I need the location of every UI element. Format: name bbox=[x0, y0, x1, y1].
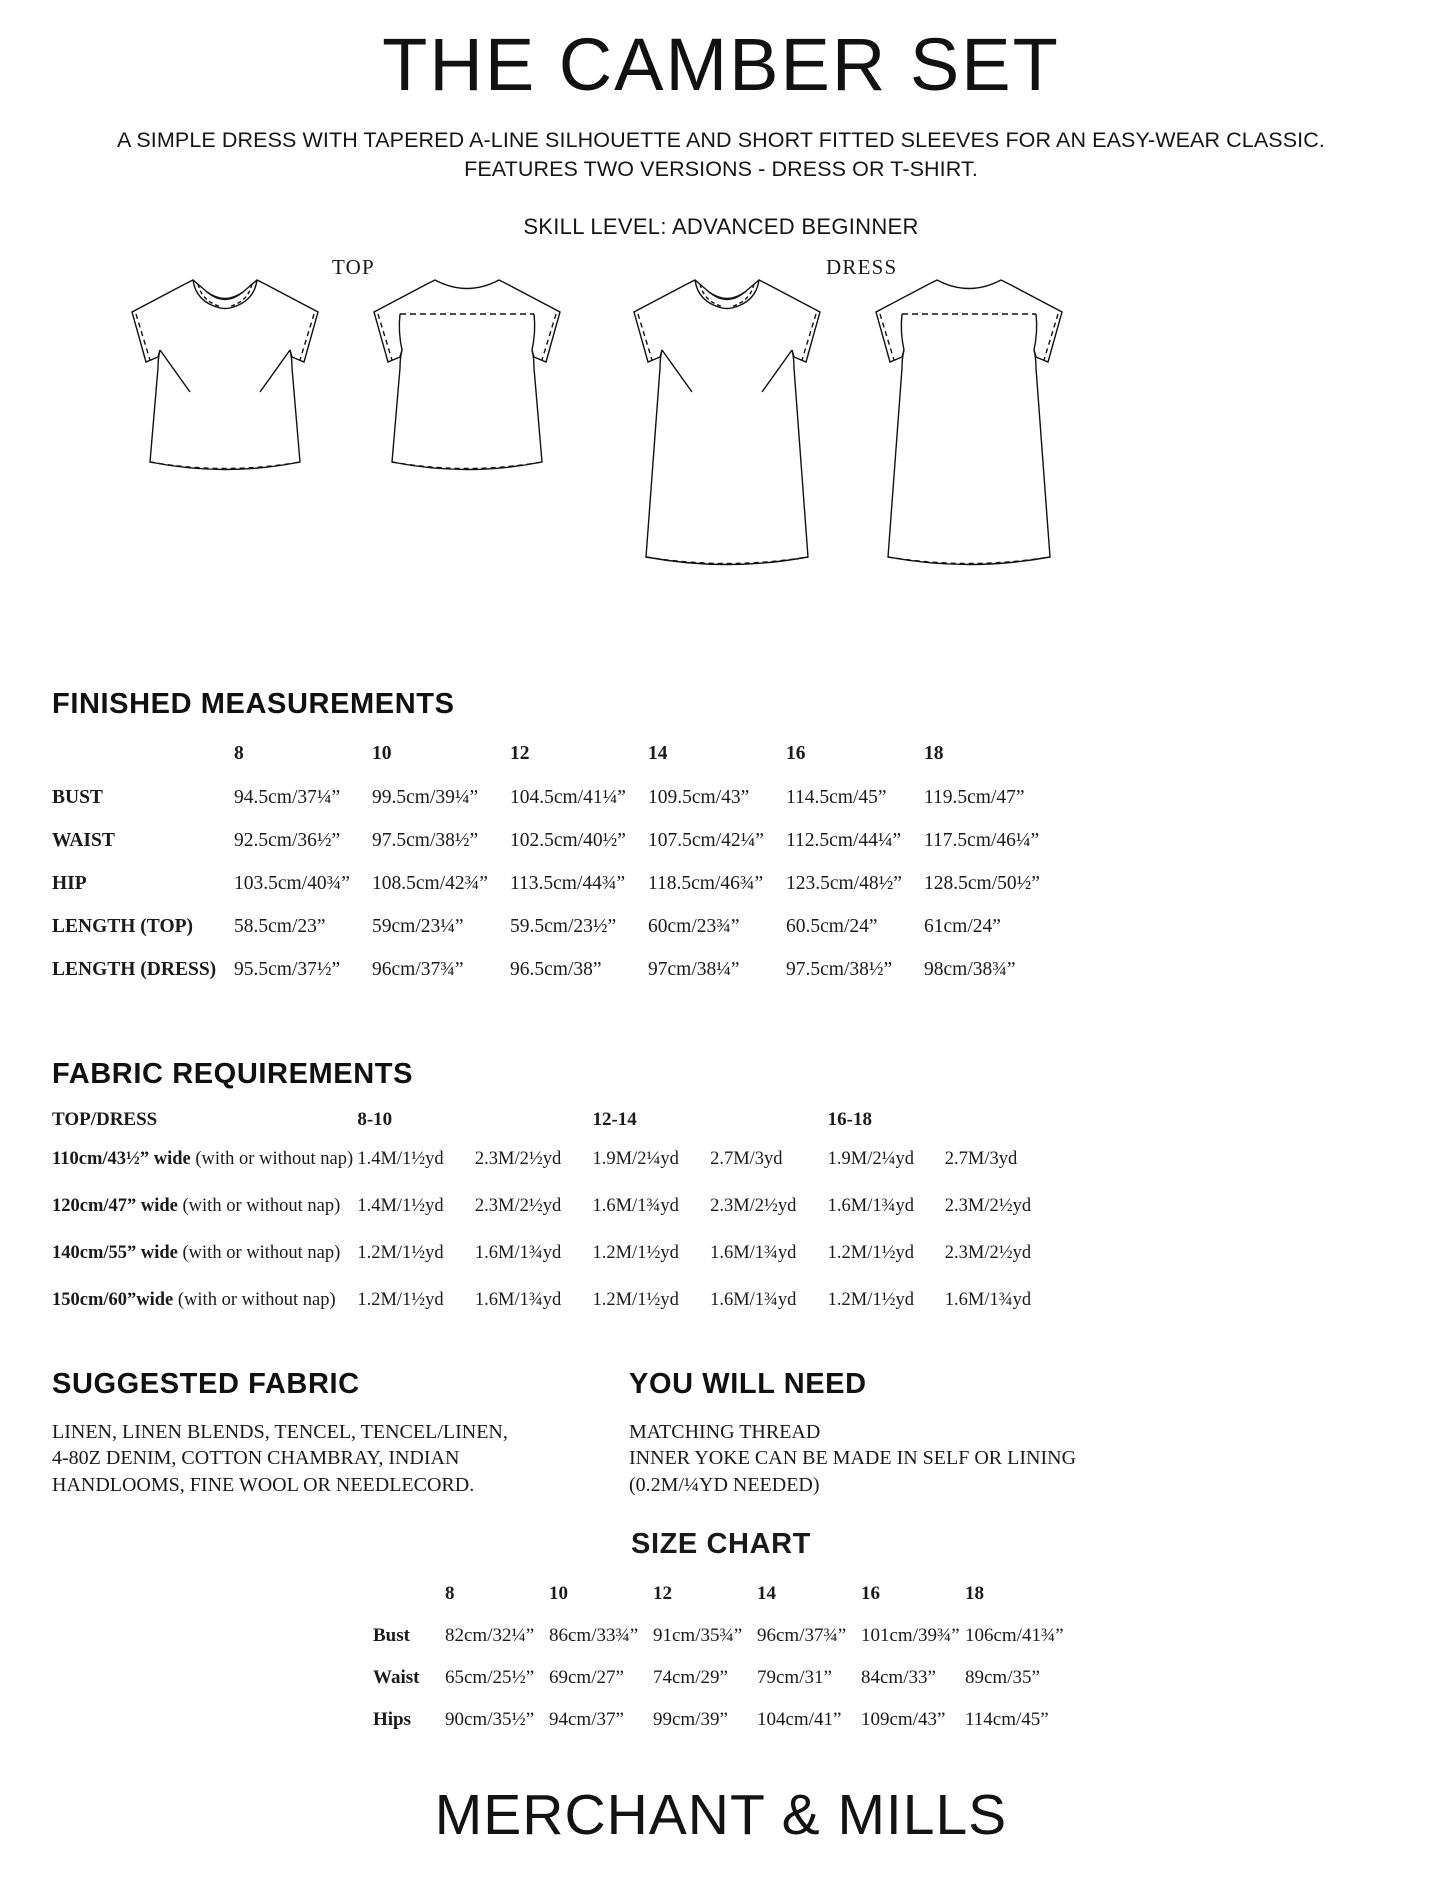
row-label: Waist bbox=[373, 1667, 420, 1688]
yardage-cell: 2.3M/2½yd bbox=[944, 1196, 1032, 1216]
top-illustration-label: TOP bbox=[332, 254, 375, 279]
table-header-row bbox=[52, 743, 1062, 787]
measurement-cell: 60.5cm/24” bbox=[786, 916, 878, 937]
fabric-width-bold: 150cm/60”wide bbox=[52, 1290, 174, 1310]
yardage-cell: 2.7M/3yd bbox=[710, 1149, 783, 1169]
size-cell: 86cm/33¾” bbox=[549, 1625, 639, 1646]
table-header-row bbox=[52, 1109, 1062, 1149]
yardage-cell: 1.6M/1¾yd bbox=[710, 1290, 797, 1310]
measurement-cell: 99.5cm/39¼” bbox=[372, 787, 479, 808]
table-row bbox=[52, 873, 1062, 916]
size-chart-table bbox=[373, 1583, 1069, 1751]
yardage-cell: 1.6M/1¾yd bbox=[474, 1290, 562, 1310]
measurement-cell: 109.5cm/43” bbox=[648, 787, 750, 808]
corner-cell bbox=[373, 1583, 445, 1625]
you-will-need-line-3: (0.2M/¼YD NEEDED) bbox=[629, 1473, 820, 1496]
measurement-cell: 128.5cm/50½” bbox=[924, 873, 1040, 894]
table-row bbox=[52, 1290, 1062, 1337]
yardage-cell: 2.3M/2½yd bbox=[944, 1243, 1032, 1263]
table-header-row bbox=[373, 1583, 1069, 1625]
size-cell: 96cm/37¾” bbox=[757, 1625, 847, 1646]
measurement-cell: 94.5cm/37¼” bbox=[234, 787, 341, 808]
size-header: 12 bbox=[510, 743, 530, 764]
size-chart-heading: SIZE CHART bbox=[631, 1528, 811, 1560]
size-cell: 104cm/41” bbox=[757, 1709, 842, 1730]
size-header: 10 bbox=[549, 1583, 568, 1604]
size-header: 18 bbox=[924, 743, 944, 764]
measurement-cell: 97.5cm/38½” bbox=[372, 830, 479, 851]
fabric-width-label bbox=[52, 1149, 357, 1196]
measurement-cell: 58.5cm/23” bbox=[234, 916, 326, 937]
fabric-requirements-section bbox=[52, 1058, 1412, 1337]
dress-illustration-label: DRESS bbox=[826, 254, 898, 279]
measurement-cell: 103.5cm/40¾” bbox=[234, 873, 350, 894]
size-cell: 84cm/33” bbox=[861, 1667, 936, 1688]
you-will-need-body bbox=[629, 1419, 1389, 1498]
fabric-requirements-table bbox=[52, 1109, 1062, 1337]
size-cell: 79cm/31” bbox=[757, 1667, 832, 1688]
measurement-cell: 112.5cm/44¼” bbox=[786, 830, 902, 851]
table-row bbox=[52, 787, 1062, 830]
row-label: Hips bbox=[373, 1709, 412, 1730]
corner-cell bbox=[52, 743, 234, 787]
size-header: 16 bbox=[861, 1583, 880, 1604]
you-will-need-line-2: INNER YOKE CAN BE MADE IN SELF OR LINING bbox=[629, 1447, 1077, 1470]
yardage-cell: 1.6M/1¾yd bbox=[827, 1196, 914, 1216]
measurement-cell: 123.5cm/48½” bbox=[786, 873, 902, 894]
you-will-need-line-1: MATCHING THREAD bbox=[629, 1421, 821, 1443]
you-will-need-column bbox=[629, 1368, 1389, 1498]
measurement-cell: 104.5cm/41¼” bbox=[510, 787, 626, 808]
fabric-width-bold: 120cm/47” wide bbox=[52, 1196, 178, 1216]
table-row bbox=[52, 1243, 1062, 1290]
size-cell: 69cm/27” bbox=[549, 1667, 624, 1688]
size-cell: 65cm/25½” bbox=[445, 1667, 535, 1688]
skill-level-text: SKILL LEVEL: ADVANCED BEGINNER bbox=[523, 213, 919, 239]
measurement-cell: 59cm/23¼” bbox=[372, 916, 464, 937]
top-front-illustration bbox=[110, 272, 340, 472]
size-header: 10 bbox=[372, 743, 392, 764]
size-header: 8 bbox=[445, 1583, 455, 1604]
fabric-width-bold: 110cm/43½” wide bbox=[52, 1149, 191, 1169]
size-cell: 109cm/43” bbox=[861, 1709, 946, 1730]
size-group-header: 8-10 bbox=[357, 1109, 393, 1130]
page-subtitle bbox=[30, 126, 1412, 184]
row-label: WAIST bbox=[52, 830, 115, 851]
yardage-cell: 1.6M/1¾yd bbox=[944, 1290, 1032, 1310]
top-back-illustration bbox=[352, 272, 582, 472]
yardage-cell: 2.3M/2½yd bbox=[474, 1149, 562, 1169]
size-cell: 114cm/45” bbox=[965, 1709, 1049, 1730]
measurement-cell: 108.5cm/42¾” bbox=[372, 873, 488, 894]
measurement-cell: 61cm/24” bbox=[924, 916, 1001, 937]
table-row bbox=[373, 1625, 1069, 1667]
row-label: Bust bbox=[373, 1625, 410, 1646]
yardage-cell: 1.6M/1¾yd bbox=[474, 1243, 562, 1263]
subtitle-line-2: FEATURES TWO VERSIONS - DRESS OR T-SHIRT. bbox=[464, 156, 978, 181]
size-cell: 90cm/35½” bbox=[445, 1709, 535, 1730]
row-label: LENGTH (TOP) bbox=[52, 916, 194, 937]
size-header: 14 bbox=[757, 1583, 776, 1604]
suggested-fabric-line-1: LINEN, LINEN BLENDS, TENCEL, TENCEL/LINEN, bbox=[52, 1421, 508, 1443]
measurement-cell: 96.5cm/38” bbox=[510, 959, 602, 980]
dress-back-illustration bbox=[854, 272, 1084, 572]
table-row bbox=[52, 959, 1062, 1002]
yardage-cell: 1.2M/1½yd bbox=[592, 1243, 679, 1263]
size-cell: 91cm/35¾” bbox=[653, 1625, 743, 1646]
row-label: HIP bbox=[52, 873, 87, 894]
size-cell: 101cm/39¾” bbox=[861, 1625, 960, 1646]
size-header: 12 bbox=[653, 1583, 672, 1604]
fabric-nap-note: (with or without nap) bbox=[190, 1149, 354, 1169]
measurement-cell: 107.5cm/42¼” bbox=[648, 830, 764, 851]
subtitle-line-1: A SIMPLE DRESS WITH TAPERED A-LINE SILHOUETTE AND SHORT FITTED SLEEVES FOR AN EASY-WEAR CLASSIC. bbox=[117, 127, 1325, 152]
table-row bbox=[52, 1149, 1062, 1196]
garment-illustrations bbox=[0, 250, 1442, 580]
yardage-cell: 1.2M/1½yd bbox=[827, 1243, 914, 1263]
suggested-fabric-line-2: 4-80Z DENIM, COTTON CHAMBRAY, INDIAN bbox=[52, 1447, 460, 1470]
fabric-requirements-heading: FABRIC REQUIREMENTS bbox=[52, 1058, 414, 1090]
size-group-header: 16-18 bbox=[827, 1109, 872, 1130]
size-header: 18 bbox=[965, 1583, 984, 1604]
size-header: 14 bbox=[648, 743, 668, 764]
yardage-cell: 1.4M/1½yd bbox=[357, 1149, 444, 1169]
yardage-cell: 1.2M/1½yd bbox=[357, 1290, 444, 1310]
yardage-cell: 1.9M/2¼yd bbox=[827, 1149, 914, 1169]
fabric-width-label bbox=[52, 1290, 357, 1337]
size-header: 8 bbox=[234, 743, 244, 764]
finished-measurements-heading: FINISHED MEASUREMENTS bbox=[52, 688, 455, 720]
measurement-cell: 96cm/37¾” bbox=[372, 959, 464, 980]
table-row bbox=[52, 1196, 1062, 1243]
measurement-cell: 102.5cm/40½” bbox=[510, 830, 626, 851]
size-header: 16 bbox=[786, 743, 806, 764]
yardage-cell: 2.3M/2½yd bbox=[474, 1196, 562, 1216]
size-cell: 74cm/29” bbox=[653, 1667, 728, 1688]
table-row bbox=[373, 1667, 1069, 1709]
table-row bbox=[373, 1709, 1069, 1751]
yardage-cell: 1.4M/1½yd bbox=[357, 1196, 444, 1216]
suggested-fabric-body bbox=[52, 1419, 612, 1498]
fabric-nap-note: (with or without nap) bbox=[177, 1196, 341, 1216]
fabric-nap-note: (with or without nap) bbox=[173, 1290, 336, 1310]
size-cell: 94cm/37” bbox=[549, 1709, 624, 1730]
size-cell: 99cm/39” bbox=[653, 1709, 728, 1730]
suggested-fabric-heading: SUGGESTED FABRIC bbox=[52, 1368, 360, 1400]
yardage-cell: 1.9M/2¼yd bbox=[592, 1149, 679, 1169]
measurement-cell: 92.5cm/36½” bbox=[234, 830, 341, 851]
yardage-cell: 1.2M/1½yd bbox=[357, 1243, 444, 1263]
measurement-cell: 98cm/38¾” bbox=[924, 959, 1016, 980]
size-cell: 106cm/41¾” bbox=[965, 1625, 1064, 1646]
table-row bbox=[52, 916, 1062, 959]
dress-front-illustration bbox=[612, 272, 842, 572]
size-group-header: 12-14 bbox=[592, 1109, 637, 1130]
you-will-need-heading: YOU WILL NEED bbox=[629, 1368, 867, 1400]
measurement-cell: 118.5cm/46¾” bbox=[648, 873, 764, 894]
page-title: THE CAMBER SET bbox=[382, 23, 1060, 106]
fabric-width-label bbox=[52, 1196, 357, 1243]
size-cell: 89cm/35” bbox=[965, 1667, 1040, 1688]
table-row bbox=[52, 830, 1062, 873]
yardage-cell: 1.6M/1¾yd bbox=[710, 1243, 797, 1263]
measurement-cell: 113.5cm/44¾” bbox=[510, 873, 626, 894]
row-label: BUST bbox=[52, 787, 103, 808]
size-cell: 82cm/32¼” bbox=[445, 1625, 535, 1646]
size-chart-section bbox=[0, 1528, 1442, 1751]
measurement-cell: 119.5cm/47” bbox=[924, 787, 1025, 808]
fabric-nap-note: (with or without nap) bbox=[177, 1243, 341, 1263]
measurement-cell: 60cm/23¾” bbox=[648, 916, 740, 937]
topdress-label: TOP/DRESS bbox=[52, 1109, 158, 1130]
fabric-width-bold: 140cm/55” wide bbox=[52, 1243, 178, 1263]
measurement-cell: 117.5cm/46¼” bbox=[924, 830, 1040, 851]
measurement-cell: 59.5cm/23½” bbox=[510, 916, 617, 937]
yardage-cell: 2.7M/3yd bbox=[944, 1149, 1018, 1169]
finished-measurements-section bbox=[52, 688, 1392, 1002]
yardage-cell: 1.2M/1½yd bbox=[592, 1290, 679, 1310]
measurement-cell: 97.5cm/38½” bbox=[786, 959, 893, 980]
finished-measurements-table bbox=[52, 743, 1062, 1002]
suggested-fabric-column bbox=[52, 1368, 612, 1498]
brand-logo: MERCHANT & MILLS bbox=[434, 1783, 1008, 1847]
measurement-cell: 95.5cm/37½” bbox=[234, 959, 341, 980]
yardage-cell: 1.6M/1¾yd bbox=[592, 1196, 679, 1216]
row-label: LENGTH (DRESS) bbox=[52, 959, 217, 980]
yardage-cell: 2.3M/2½yd bbox=[710, 1196, 797, 1216]
fabric-width-label bbox=[52, 1243, 357, 1290]
yardage-cell: 1.2M/1½yd bbox=[827, 1290, 914, 1310]
measurement-cell: 114.5cm/45” bbox=[786, 787, 887, 808]
suggested-fabric-line-3: HANDLOOMS, FINE WOOL OR NEEDLECORD. bbox=[52, 1473, 475, 1496]
measurement-cell: 97cm/38¼” bbox=[648, 959, 740, 980]
